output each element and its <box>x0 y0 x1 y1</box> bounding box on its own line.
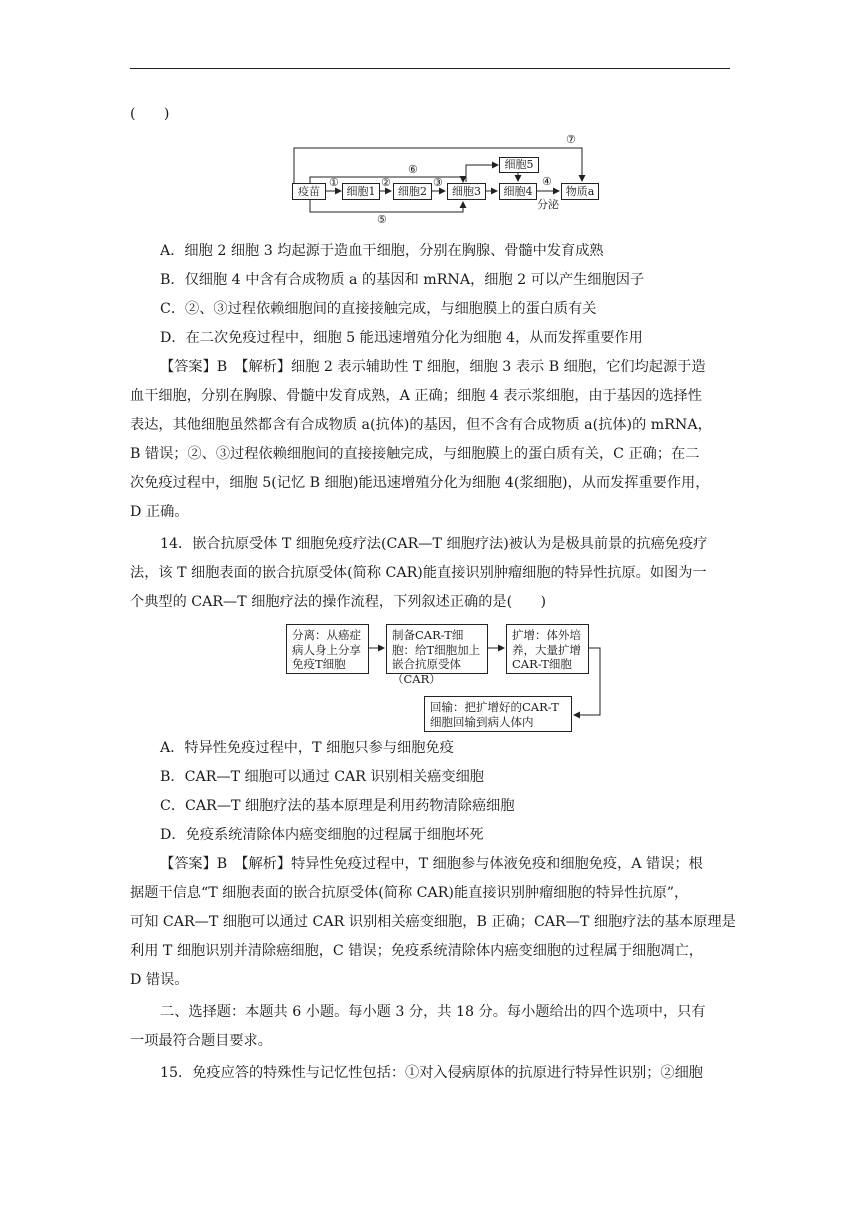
q13-option-c: C．②、③过程依赖细胞间的直接接触完成，与细胞膜上的蛋白质有关 <box>160 301 597 317</box>
q14-option-c: C．CAR—T 细胞疗法的基本原理是利用药物清除癌细胞 <box>160 798 515 814</box>
flow-step-reinfuse: 回输：把扩增好的CAR-T细胞回输到病人体内 <box>424 696 572 732</box>
q15-stem-line: 15．免疫应答的特殊性与记忆性包括：①对入侵病原体的抗原进行特异性识别；②细胞 <box>160 1065 703 1081</box>
step7-label: ⑦ <box>566 133 576 146</box>
q13-explanation-line: 血干细胞，分别在胸腺、骨髓中发育成熟，A 正确；细胞 4 表示浆细胞，由于基因的选择性 <box>130 388 702 404</box>
step6-label: ⑥ <box>408 163 418 176</box>
q14-answer-line: 【答案】B 【解析】特异性免疫过程中，T 细胞参与体液免疫和细胞免疫，A 错误；根 <box>160 856 703 872</box>
cell5-box: 细胞5 <box>499 157 539 173</box>
cell3-box: 细胞3 <box>447 183 486 200</box>
q13-explanation-line: D 正确。 <box>130 504 189 520</box>
step5-label: ⑤ <box>377 213 387 226</box>
flow-step-isolate: 分离：从癌症病人身上分享免疫T细胞 <box>286 624 369 674</box>
q14-explanation-line: D 错误。 <box>130 972 189 988</box>
q14-option-b: B．CAR—T 细胞可以通过 CAR 识别相关癌变细胞 <box>160 769 484 785</box>
substance-a-box: 物质a <box>561 183 599 200</box>
q13-explanation-line: 次免疫过程中，细胞 5(记忆 B 细胞)能迅速增殖分化为细胞 4(浆细胞)，从而发挥重要作用， <box>130 475 710 491</box>
step2-label: ② <box>381 176 391 189</box>
q13-answer-line: 【答案】B 【解析】细胞 2 表示辅助性 T 细胞，细胞 3 表示 B 细胞，它们均起源于造 <box>160 359 706 375</box>
q14-option-a: A．特异性免疫过程中，T 细胞只参与细胞免疫 <box>160 740 454 756</box>
cell2-box: 细胞2 <box>393 183 432 200</box>
step4-label: ④ <box>542 175 552 188</box>
secrete-label: 分泌 <box>537 198 559 211</box>
q13-option-d: D．在二次免疫过程中，细胞 5 能迅速增殖分化为细胞 4，从而发挥重要作用 <box>160 330 643 346</box>
q13-explanation-line: B 错误；②、③过程依赖细胞间的直接接触完成，与细胞膜上的蛋白质有关，C 正确；在二 <box>130 446 700 462</box>
step1-label: ① <box>329 176 339 189</box>
q13-explanation-line: 表达，其他细胞虽然都含有合成物质 a(抗体)的基因，但不含有合成物质 a(抗体)的 mRNA， <box>130 417 712 433</box>
q14-explanation-line: 据题干信息“T 细胞表面的嵌合抗原受体(简称 CAR)能直接识别肿瘤细胞的特异性抗原”， <box>130 885 689 901</box>
section2-heading: 二、选择题：本题共 6 小题。每小题 3 分，共 18 分。每小题给出的四个选项中，只有 <box>160 1004 706 1020</box>
cell4-box: 细胞4 <box>499 183 537 200</box>
q14-stem-line: 个典型的 CAR—T 细胞疗法的操作流程，下列叙述正确的是( ) <box>130 594 547 610</box>
step3-label: ③ <box>433 176 443 189</box>
q14-stem-line: 法，该 T 细胞表面的嵌合抗原受体(简称 CAR)能直接识别肿瘤细胞的特异性抗原。如图为一 <box>130 565 707 581</box>
question-paren: ( ) <box>130 106 170 122</box>
flow-step-prepare: 制备CAR-T细胞：给T细胞加上嵌合抗原受体（CAR） <box>386 624 488 674</box>
q13-option-a: A．细胞 2 细胞 3 均起源于造血干细胞，分别在胸腺、骨髓中发育成熟 <box>160 243 604 259</box>
cell1-box: 细胞1 <box>342 183 380 200</box>
q14-option-d: D．免疫系统清除体内癌变细胞的过程属于细胞坏死 <box>160 827 484 843</box>
flow-step-expand: 扩增：体外培养，大量扩增CAR-T细胞 <box>506 624 589 674</box>
section2-heading-cont: 一项最符合题目要求。 <box>130 1033 272 1049</box>
q14-explanation-line: 利用 T 细胞识别并清除癌细胞，C 错误；免疫系统清除体内癌变细胞的过程属于细胞凋亡， <box>130 943 703 959</box>
vaccine-box: 疫苗 <box>292 183 326 200</box>
q14-explanation-line: 可知 CAR—T 细胞可以通过 CAR 识别相关癌变细胞，B 正确；CAR—T 细胞疗法的基本原理是 <box>130 914 736 930</box>
q14-stem-line: 14．嵌合抗原受体 T 细胞免疫疗法(CAR—T 细胞疗法)被认为是极具前景的抗癌免疫疗 <box>160 536 708 552</box>
q13-option-b: B．仅细胞 4 中含有合成物质 a 的基因和 mRNA，细胞 2 可以产生细胞因子 <box>160 272 645 288</box>
